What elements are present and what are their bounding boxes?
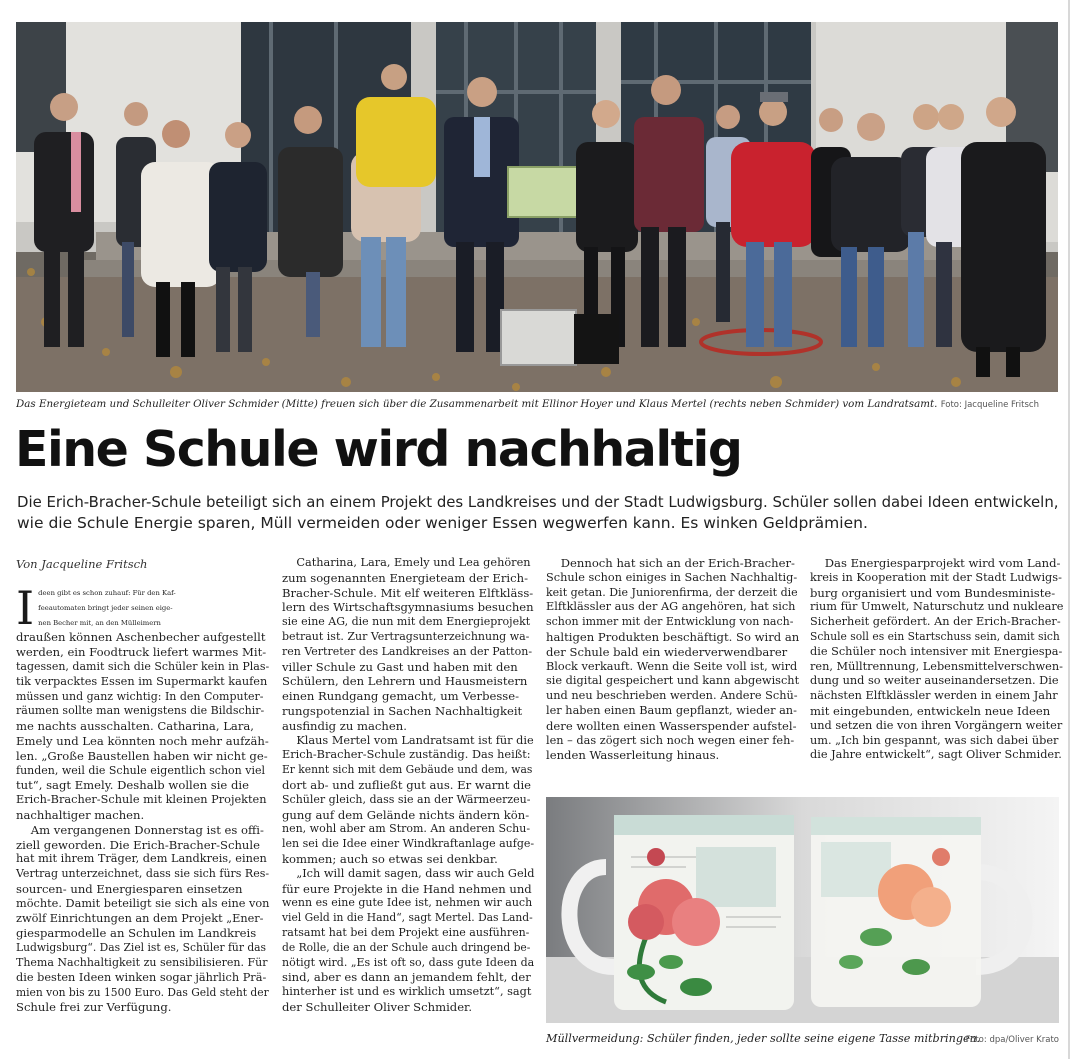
text-line: nächsten Elftklässler werden in einem Jahr <box>810 689 1058 703</box>
text-line: Klaus Mertel vom Landratsamt ist für die <box>282 733 534 747</box>
text-line: rungspotenzial in Sachen Nachhaltigkeit <box>282 703 523 718</box>
text-line: gung auf dem Gelände nichts ändern kön- <box>282 807 530 822</box>
lede-line: wie die Schule Energie sparen, Müll vermeiden oder weniger Essen wegwerfen kann. Es winken Geldprämien. <box>17 514 868 532</box>
text-line: ren Vertreter des Landkreises an der Patton- <box>282 644 533 658</box>
text-line: wenn es eine gute Idee ist, nehmen wir auch <box>282 896 533 910</box>
text-line: rium für Umwelt, Naturschutz und nukleare <box>810 600 1064 614</box>
text-line: Block verkauft. Wenn die Seite voll ist, wird <box>546 659 798 673</box>
text-line: der Schule bald ein wiederverwendbarer <box>546 644 788 659</box>
text-line: schon immer mit der Entwicklung von nach- <box>546 615 794 629</box>
text-line: giesparmodelle an Schulen im Landkreis <box>16 926 257 941</box>
text-line: mien von bis zu 1500 Euro. Das Geld steht der <box>16 985 269 999</box>
column-1-lines <box>16 630 269 1015</box>
text-line: sie digital gespeichert und kann abgewischt <box>546 674 800 688</box>
mugs-illustration <box>546 797 1059 1023</box>
text-line: len sei die Idee einer Windkraftanlage aufge- <box>282 837 535 851</box>
group-photo <box>16 22 1058 392</box>
text-line: keit getan. Die Juniorenfirma, der derzeit die <box>546 585 798 599</box>
text-line: kreis in Kooperation mit der Stadt Ludwigs- <box>810 570 1062 584</box>
text-line: Bracher-Schule. Mit elf weiteren Elftkläss- <box>282 585 534 600</box>
article-column-2 <box>282 556 535 1015</box>
article-column-4 <box>810 556 1063 763</box>
column-3-lines <box>546 556 799 763</box>
article-column-1 <box>16 581 270 1015</box>
bottom-photo-caption-text: Müllvermeidung: Schüler finden, jeder sollte seine eigene Tasse mitbringen. <box>546 1032 981 1045</box>
lede-line: Die Erich-Bracher-Schule beteiligt sich an einem Projekt des Landkreises und der Stadt Ludwigsburg. Schüler sollen dabei Ideen entwickeln, <box>17 493 1059 511</box>
text-line: hinterher ist und es wirklich umsetzt“, sagt <box>282 985 532 999</box>
text-line: ren, Mülltrennung, Lebensmittelverschwen- <box>810 659 1063 673</box>
text-line: ler haben einen Baum gepflanzt, wieder an- <box>546 703 797 717</box>
text-line: betraut ist. Zur Vertragsunterzeichnung wa- <box>282 629 530 643</box>
text-line: nötigt wird. „Es ist oft so, dass gute Ideen da <box>282 955 535 969</box>
top-photo-credit: Foto: Jacqueline Fritsch <box>940 400 1039 410</box>
bottom-photo-caption <box>546 1032 1059 1046</box>
text-line: die Jahre entwickelt“, sagt Oliver Schmider. <box>810 748 1062 762</box>
text-line: funden, weil die Schule eigentlich schon viel <box>16 763 265 777</box>
text-line: lenden Wasserleitung hinaus. <box>546 748 720 763</box>
text-line: nachhaltiger machen. <box>16 807 145 822</box>
column-2-lines <box>282 556 535 1015</box>
text-line: Catharina, Lara, Emely und Lea gehören <box>282 556 531 569</box>
text-line: die besten Ideen winken sogar jährlich Prä- <box>16 970 267 984</box>
top-photo-caption-text: Das Energieteam und Schulleiter Oliver Schmider (Mitte) freuen sich über die Zusammenarbeit mit Ellinor Hoyer und Klaus Mertel (rechts neben Schmider) vom Landratsamt. <box>16 398 938 410</box>
bottom-photo-credit: Foto: dpa/Oliver Krato <box>965 1035 1059 1045</box>
text-line: haltigen Produkten beschäftigt. So wird an <box>546 629 800 644</box>
text-line: Schule schon einiges in Sachen Nachhaltig- <box>546 570 798 584</box>
text-line: „Ich will damit sagen, dass wir auch Geld <box>282 866 535 880</box>
text-line: Am vergangenen Donnerstag ist es offi- <box>16 822 264 837</box>
text-line: Thema Nachhaltigkeit zu sensibilisieren. Für <box>16 955 268 969</box>
group-photo-illustration <box>16 22 1058 392</box>
text-line: Er kennt sich mit dem Gebäude und dem, was <box>282 763 533 777</box>
text-line: viel Geld in die Hand“, sagt Mertel. Das Land- <box>282 911 533 925</box>
text-line: zum sogenannten Energieteam der Erich- <box>282 570 528 585</box>
text-line: viller Schule zu Gast und haben mit den <box>282 659 518 674</box>
text-line: sind, aber es dann an jemandem fehlt, der <box>282 970 531 985</box>
text-line: nen, wohl aber am Strom. An anderen Schu- <box>282 822 531 836</box>
text-line: len. „Große Baustellen haben wir nicht ge- <box>16 748 268 763</box>
text-line: Erich-Bracher-Schule mit kleinen Projekten <box>16 793 267 807</box>
dropcap-letter: I <box>16 581 35 635</box>
byline: Von Jacqueline Fritsch <box>16 557 148 571</box>
text-line: burg organisiert und vom Bundesministe- <box>810 585 1056 600</box>
text-line: Das Energiesparprojekt wird vom Land- <box>810 556 1061 570</box>
text-line: ziell geworden. Die Erich-Bracher-Schule <box>16 837 260 852</box>
text-line: ausfindig zu machen. <box>282 718 407 733</box>
top-photo-caption <box>16 397 1061 412</box>
column-4-lines <box>810 556 1063 763</box>
text-line: werden, ein Foodtruck liefert warmes Mit- <box>16 645 267 660</box>
text-line: kommen; auch so etwas sei denkbar. <box>282 851 498 866</box>
text-line: hat mit ihrem Träger, dem Landkreis, einen <box>16 852 267 866</box>
headline: Eine Schule wird nachhaltig <box>15 421 742 478</box>
text-line: Emely und Lea könnten noch mehr aufzäh- <box>16 733 269 748</box>
text-line: mit eingebunden, entwickeln neue Ideen <box>810 703 1051 718</box>
text-line: dung und so weiter auseinandersetzen. Die <box>810 674 1059 688</box>
text-line: Schüler gleich, dass sie an der Wärmeerzeu- <box>282 792 531 806</box>
text-line: zwölf Einrichtungen an dem Projekt „Ener- <box>16 911 264 925</box>
text-line: lern des Wirtschaftsgymnasiums besuchen <box>282 600 534 615</box>
text-line: möchte. Damit beteiligt sie sich als eine von <box>16 896 270 910</box>
mugs-photo <box>546 797 1059 1023</box>
text-line: draußen können Aschenbecher aufgestellt <box>16 630 266 645</box>
text-line: Elftklässler aus der AG angehören, hat sich <box>546 600 796 614</box>
text-line: Schule frei zur Verfügung. <box>16 1000 172 1015</box>
text-line: Erich-Bracher-Schule zuständig. Das heißt: <box>282 748 531 762</box>
text-line: sourcen- und Energiesparen einsetzen <box>16 881 243 896</box>
article-column-3 <box>546 556 799 763</box>
text-line: Sicherheit gefördert. An der Erich-Bracher- <box>810 615 1061 629</box>
text-line: Schülern, den Lehrern und Hausmeistern <box>282 674 528 689</box>
text-line: tik verpacktes Essen im Supermarkt kaufen <box>16 674 268 688</box>
text-line: tut“, sagt Emely. Deshalb wollen sie die <box>16 778 249 793</box>
text-line: feeautomaten bringt jeder seinen eige- <box>38 603 173 612</box>
text-line: einen Rundgang gemacht, um Verbesse- <box>282 689 520 704</box>
text-line: der Schulleiter Oliver Schmider. <box>282 999 473 1014</box>
text-line: dere wollten einen Wasserspender aufstel- <box>546 718 797 733</box>
text-line: die Schüler noch intensiver mit Energiespa- <box>810 644 1063 658</box>
text-line: für eure Projekte in die Hand nehmen und <box>282 881 532 896</box>
text-line: me nachts ausschalten. Catharina, Lara, <box>16 719 254 734</box>
text-line: müssen und ganz wichtig: In den Computer- <box>16 689 264 703</box>
text-line: de Rolle, die an der Schule auch dringend be- <box>282 940 531 954</box>
page-edge-divider <box>1068 0 1070 1059</box>
text-line: Schule soll es ein Startschuss sein, damit sich <box>810 629 1060 643</box>
text-line: Vertrag unterzeichnet, dass sie sich fürs Res- <box>16 867 270 881</box>
text-line: ratsamt hat bei dem Projekt eine ausführen- <box>282 925 530 939</box>
text-line: räumen sollte man wenigstens die Bildschir- <box>16 704 265 718</box>
lede <box>17 492 1062 534</box>
text-line: und neu beschrieben werden. Andere Schü- <box>546 689 798 703</box>
text-line: um. „Ich bin gespannt, was sich dabei über <box>810 733 1059 747</box>
text-line: sie eine AG, die nun mit dem Energieprojekt <box>282 615 531 629</box>
text-line: und setzen die von ihren Vorgängern weiter <box>810 718 1063 732</box>
text-line: Ludwigsburg“. Das Ziel ist es, Schüler für das <box>16 941 267 955</box>
dropcap-paragraph <box>16 581 269 635</box>
text-line: deen gibt es schon zuhauf: Für den Kaf- <box>38 589 176 597</box>
text-line: tagessen, damit sich die Schüler kein in Plas- <box>16 659 270 673</box>
text-line: nen Becher mit, an den Mülleimern <box>38 618 161 627</box>
text-line: dort ab- und zufließt gut aus. Er warnt die <box>282 777 532 792</box>
text-line: len – das zögert sich noch wegen einer feh- <box>546 733 795 747</box>
text-line: Dennoch hat sich an der Erich-Bracher- <box>546 556 795 570</box>
